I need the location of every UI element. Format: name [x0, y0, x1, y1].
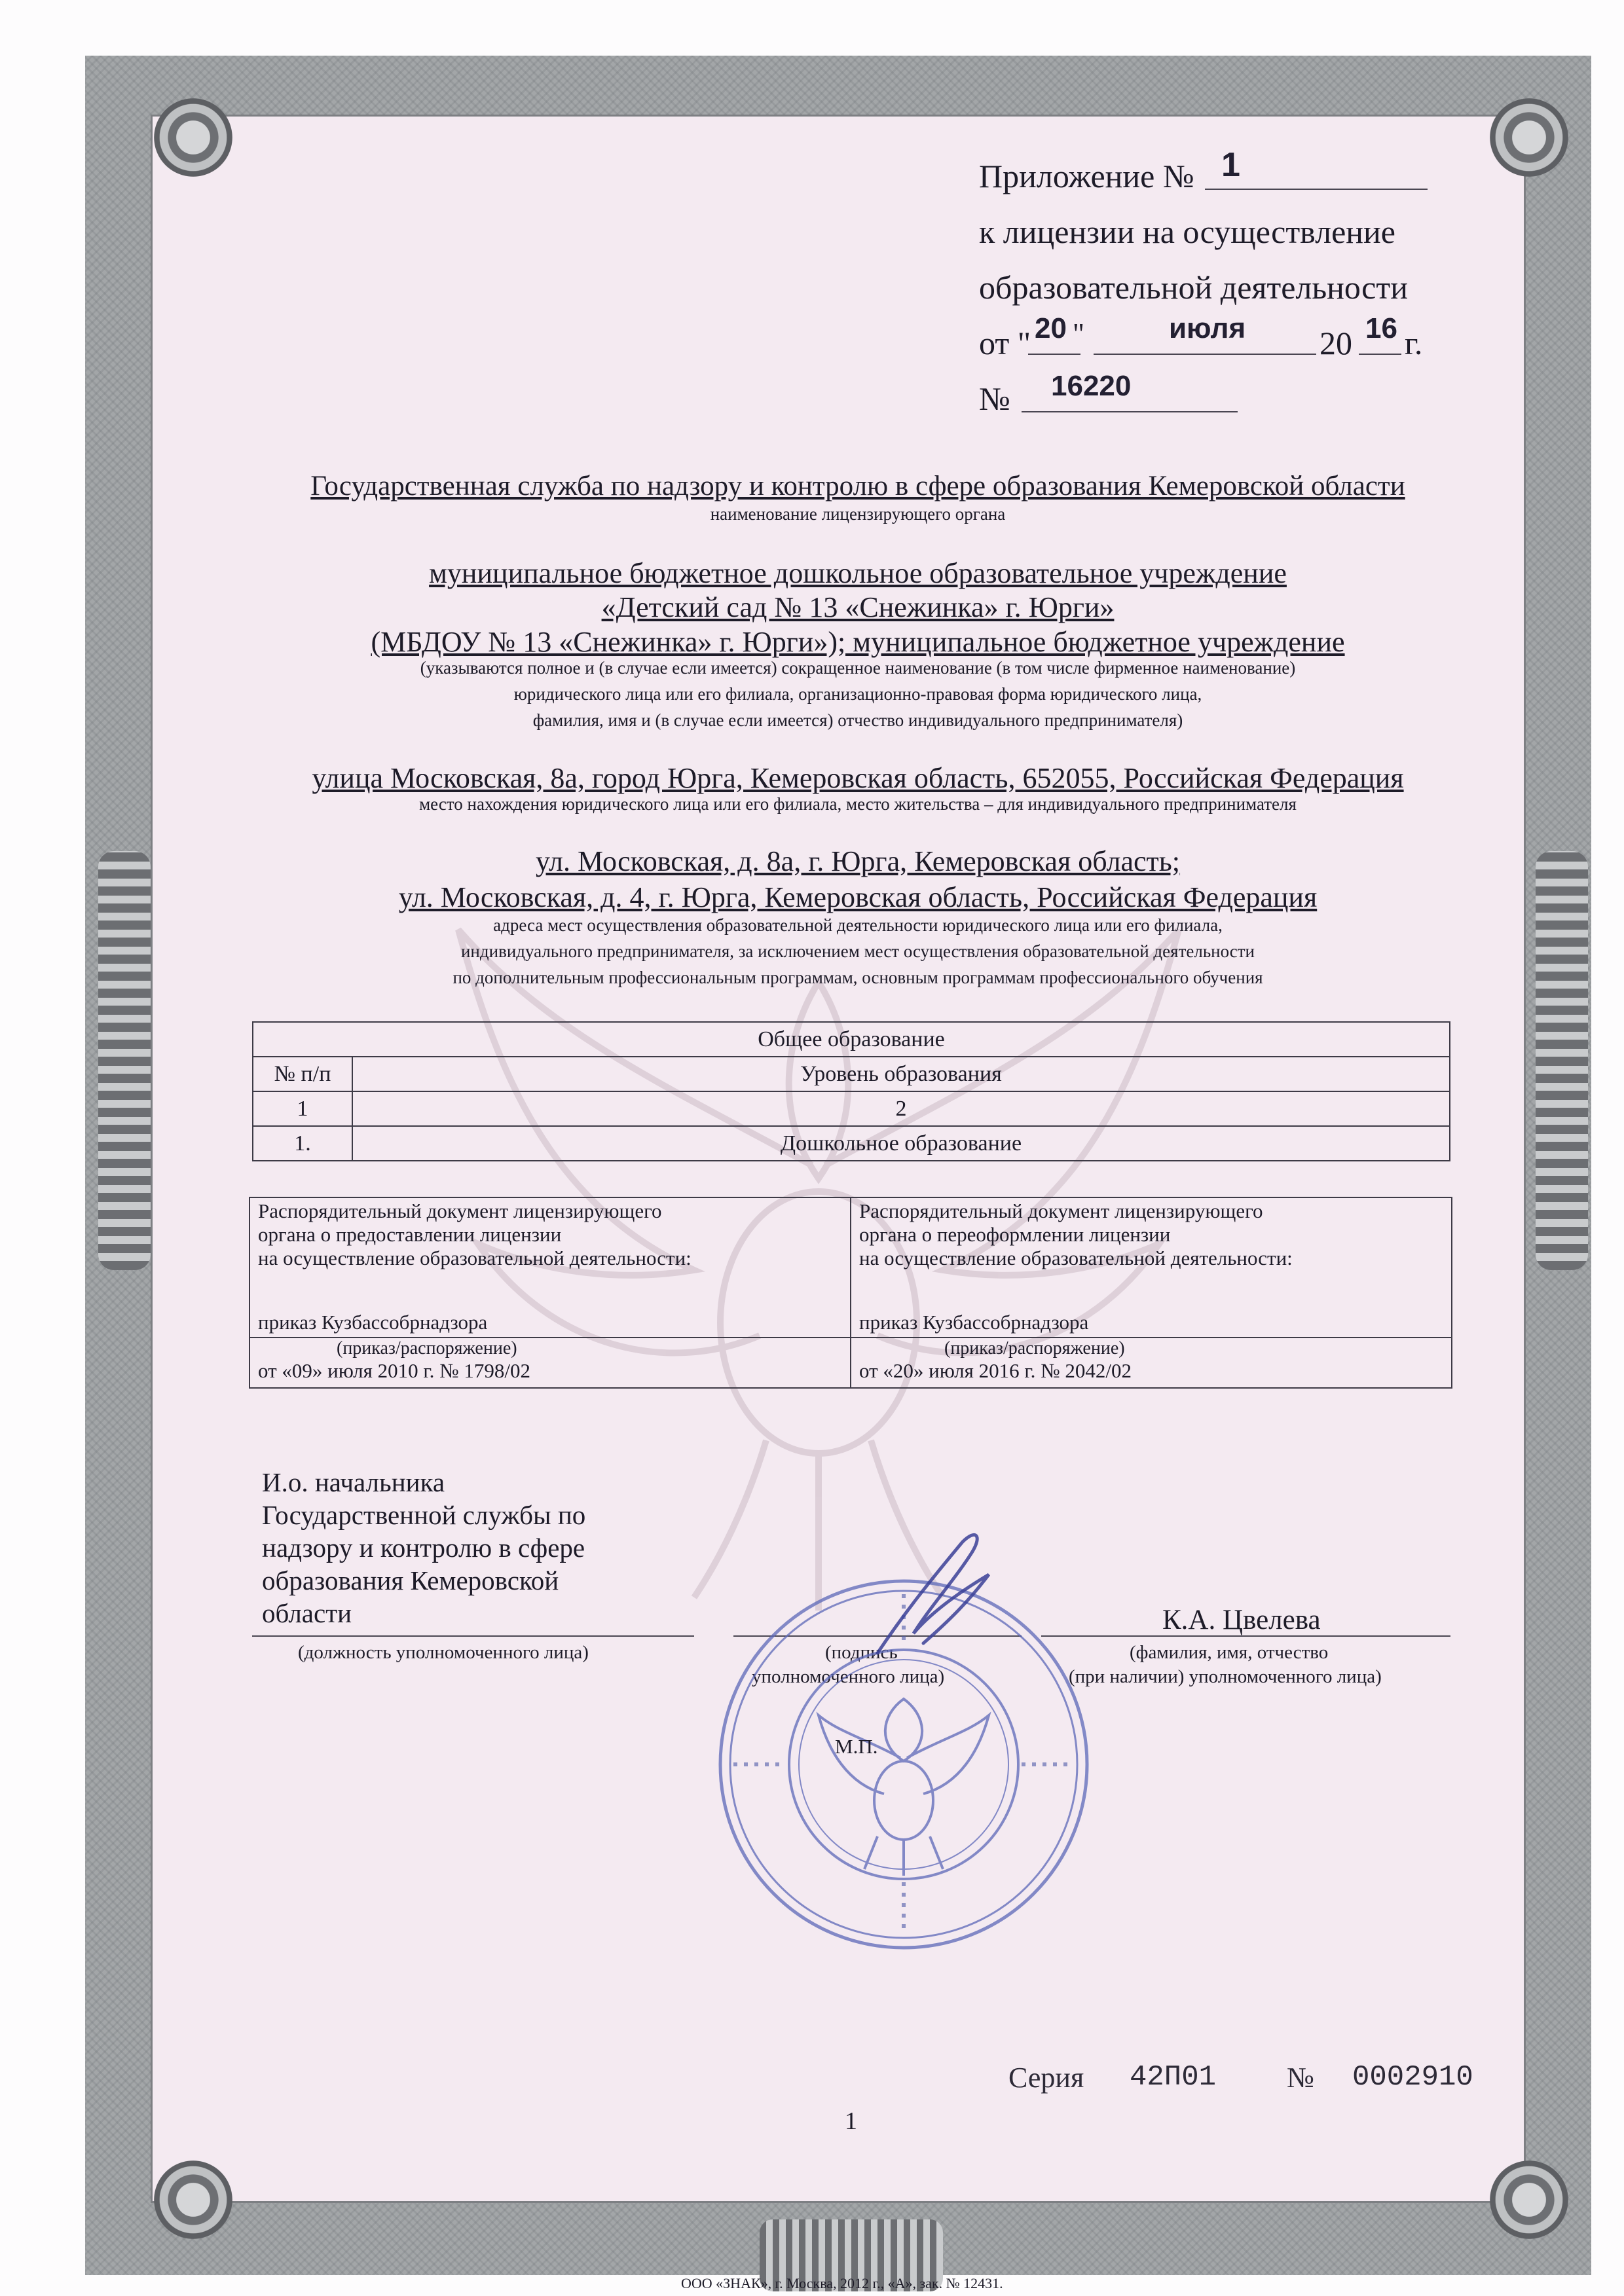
date-year-suffix: г.	[1405, 325, 1423, 361]
position-line	[252, 1635, 694, 1637]
date-year-line	[1359, 354, 1401, 355]
order-grant-order: приказ Кузбассобрнадзора	[258, 1311, 488, 1334]
series-label: Серия	[1008, 2062, 1084, 2094]
licensee-line-1: муниципальное бюджетное дошкольное образовательное учреждение	[429, 557, 1287, 589]
signer-position-5: области	[262, 1598, 352, 1628]
education-row-level: Дошкольное образование	[352, 1126, 1450, 1161]
education-col-num: № п/п	[253, 1057, 352, 1091]
order-reissue-date: от «20» июля 2016 г. № 2042/02	[859, 1359, 1132, 1382]
order-reissue-line-2: органа о переоформлении лицензии	[859, 1223, 1171, 1246]
signature-caption-1: (подпись	[825, 1642, 898, 1663]
corner-rosette-bottom-left	[154, 2160, 232, 2239]
date-day-close: "	[1073, 318, 1084, 350]
date-year-prefix: 20	[1320, 325, 1352, 361]
licensee-line-2: «Детский сад № 13 «Снежинка» г. Юрги»	[601, 591, 1115, 623]
licensee-caption-1: (указываются полное и (в случае если имеется) сокращенное наименование (в том числе фирменное наименование)	[420, 658, 1296, 678]
appendix-number: 1	[1221, 146, 1240, 184]
stamp-place-label: М.П.	[835, 1735, 878, 1758]
position-caption: (должность уполномоченного лица)	[298, 1642, 589, 1663]
left-ornament	[98, 851, 151, 1270]
date-year: 16	[1365, 312, 1397, 344]
activity-address-1: ул. Московская, д. 8а, г. Юрга, Кемеровская область;	[535, 845, 1181, 877]
license-number: 16220	[1051, 370, 1132, 402]
order-reissue-line-3: на осуществление образовательной деятельности:	[859, 1247, 1293, 1269]
series-value: 42П01	[1130, 2061, 1217, 2094]
right-ornament	[1536, 851, 1588, 1270]
education-index-level: 2	[352, 1091, 1450, 1126]
order-reissue-caption: (приказ/распоряжение)	[944, 1338, 1125, 1358]
date-month-line	[1094, 354, 1316, 355]
license-number-line	[1022, 411, 1238, 412]
date-month: июля	[1169, 312, 1246, 344]
corner-rosette-bottom-right	[1490, 2160, 1568, 2239]
legal-address: улица Московская, 8а, город Юрга, Кемеровская область, 652055, Российская Федерация	[312, 762, 1404, 794]
corner-rosette-top-left	[154, 98, 232, 177]
order-grant-cell	[258, 1199, 842, 1337]
education-row-num: 1.	[253, 1126, 352, 1161]
license-line-2: к лицензии на осуществление	[979, 213, 1395, 250]
order-grant-line-3: на осуществление образовательной деятельности:	[258, 1247, 692, 1269]
activity-address-2: ул. Московская, д. 4, г. Юрга, Кемеровская область, Российская Федерация	[398, 881, 1318, 913]
blank-number-label: №	[1287, 2062, 1314, 2094]
order-grant-caption: (приказ/распоряжение)	[337, 1338, 517, 1358]
education-table	[252, 1021, 1450, 1161]
authority-caption: наименование лицензирующего органа	[710, 504, 1006, 524]
activity-caption-3: по дополнительным профессиональным программам, основным программам профессионального обучения	[452, 968, 1263, 987]
appendix-number-line	[1205, 189, 1428, 190]
date-day-line	[1028, 354, 1080, 355]
licensee-caption-2: юридического лица или его филиала, организационно-правовая форма юридического лица,	[513, 684, 1202, 704]
education-col-level: Уровень образования	[352, 1057, 1450, 1091]
printer-imprint: ООО «ЗНАК», г. Москва, 2012 г., «А», зак. № 12431.	[681, 2275, 1003, 2291]
corner-rosette-top-right	[1490, 98, 1568, 177]
order-reissue-date-cell	[859, 1338, 1443, 1387]
order-reissue-cell	[859, 1199, 1443, 1337]
name-caption-2: (при наличии) уполномоченного лица)	[1069, 1666, 1382, 1687]
date-prefix: от "	[979, 325, 1031, 361]
order-grant-line-2: органа о предоставлении лицензии	[258, 1223, 562, 1246]
order-grant-date: от «09» июля 2010 г. № 1798/02	[258, 1359, 531, 1382]
license-number-label: №	[979, 380, 1010, 417]
name-caption-1: (фамилия, имя, отчество	[1130, 1642, 1329, 1663]
activity-caption-1: адреса мест осуществления образовательной деятельности юридического лица или его филиала,	[493, 915, 1223, 935]
education-table-title: Общее образование	[253, 1022, 1450, 1057]
licensee-caption-3: фамилия, имя и (в случае если имеется) отчество индивидуального предпринимателя)	[532, 710, 1183, 730]
orders-table	[249, 1197, 1452, 1389]
legal-address-caption: место нахождения юридического лица или его филиала, место жительства – для индивидуального предпринимателя	[419, 794, 1297, 814]
signer-position-3: надзору и контролю в сфере	[262, 1533, 585, 1563]
page-number: 1	[845, 2107, 857, 2135]
order-reissue-order: приказ Кузбассобрнадзора	[859, 1311, 1089, 1334]
education-index-num: 1	[253, 1091, 352, 1126]
appendix-label: Приложение №	[979, 158, 1194, 194]
licensee-line-3: (МБДОУ № 13 «Снежинка» г. Юрги»); муниципальное бюджетное учреждение	[371, 626, 1345, 658]
blank-number-value: 0002910	[1352, 2061, 1473, 2094]
signer-position-1: И.о. начальника	[262, 1467, 445, 1497]
signer-position-4: образования Кемеровской	[262, 1565, 559, 1595]
signer-position-2: Государственной службы по	[262, 1500, 586, 1530]
activity-caption-2: индивидуального предпринимателя, за исключением мест осуществления образовательной деятельности	[460, 941, 1255, 961]
date-day: 20	[1035, 312, 1067, 344]
handwritten-signature	[851, 1522, 1035, 1660]
table-row	[253, 1126, 1450, 1161]
signer-name: К.А. Цвелева	[1162, 1605, 1321, 1635]
signature-caption-2: уполномоченного лица)	[752, 1666, 945, 1687]
order-grant-date-cell	[258, 1338, 842, 1387]
authority-name: Государственная служба по надзору и контролю в сфере образования Кемеровской области	[310, 471, 1405, 501]
license-line-3: образовательной деятельности	[979, 269, 1408, 306]
order-reissue-line-1: Распорядительный документ лицензирующего	[859, 1199, 1263, 1222]
order-grant-line-1: Распорядительный документ лицензирующего	[258, 1199, 662, 1222]
